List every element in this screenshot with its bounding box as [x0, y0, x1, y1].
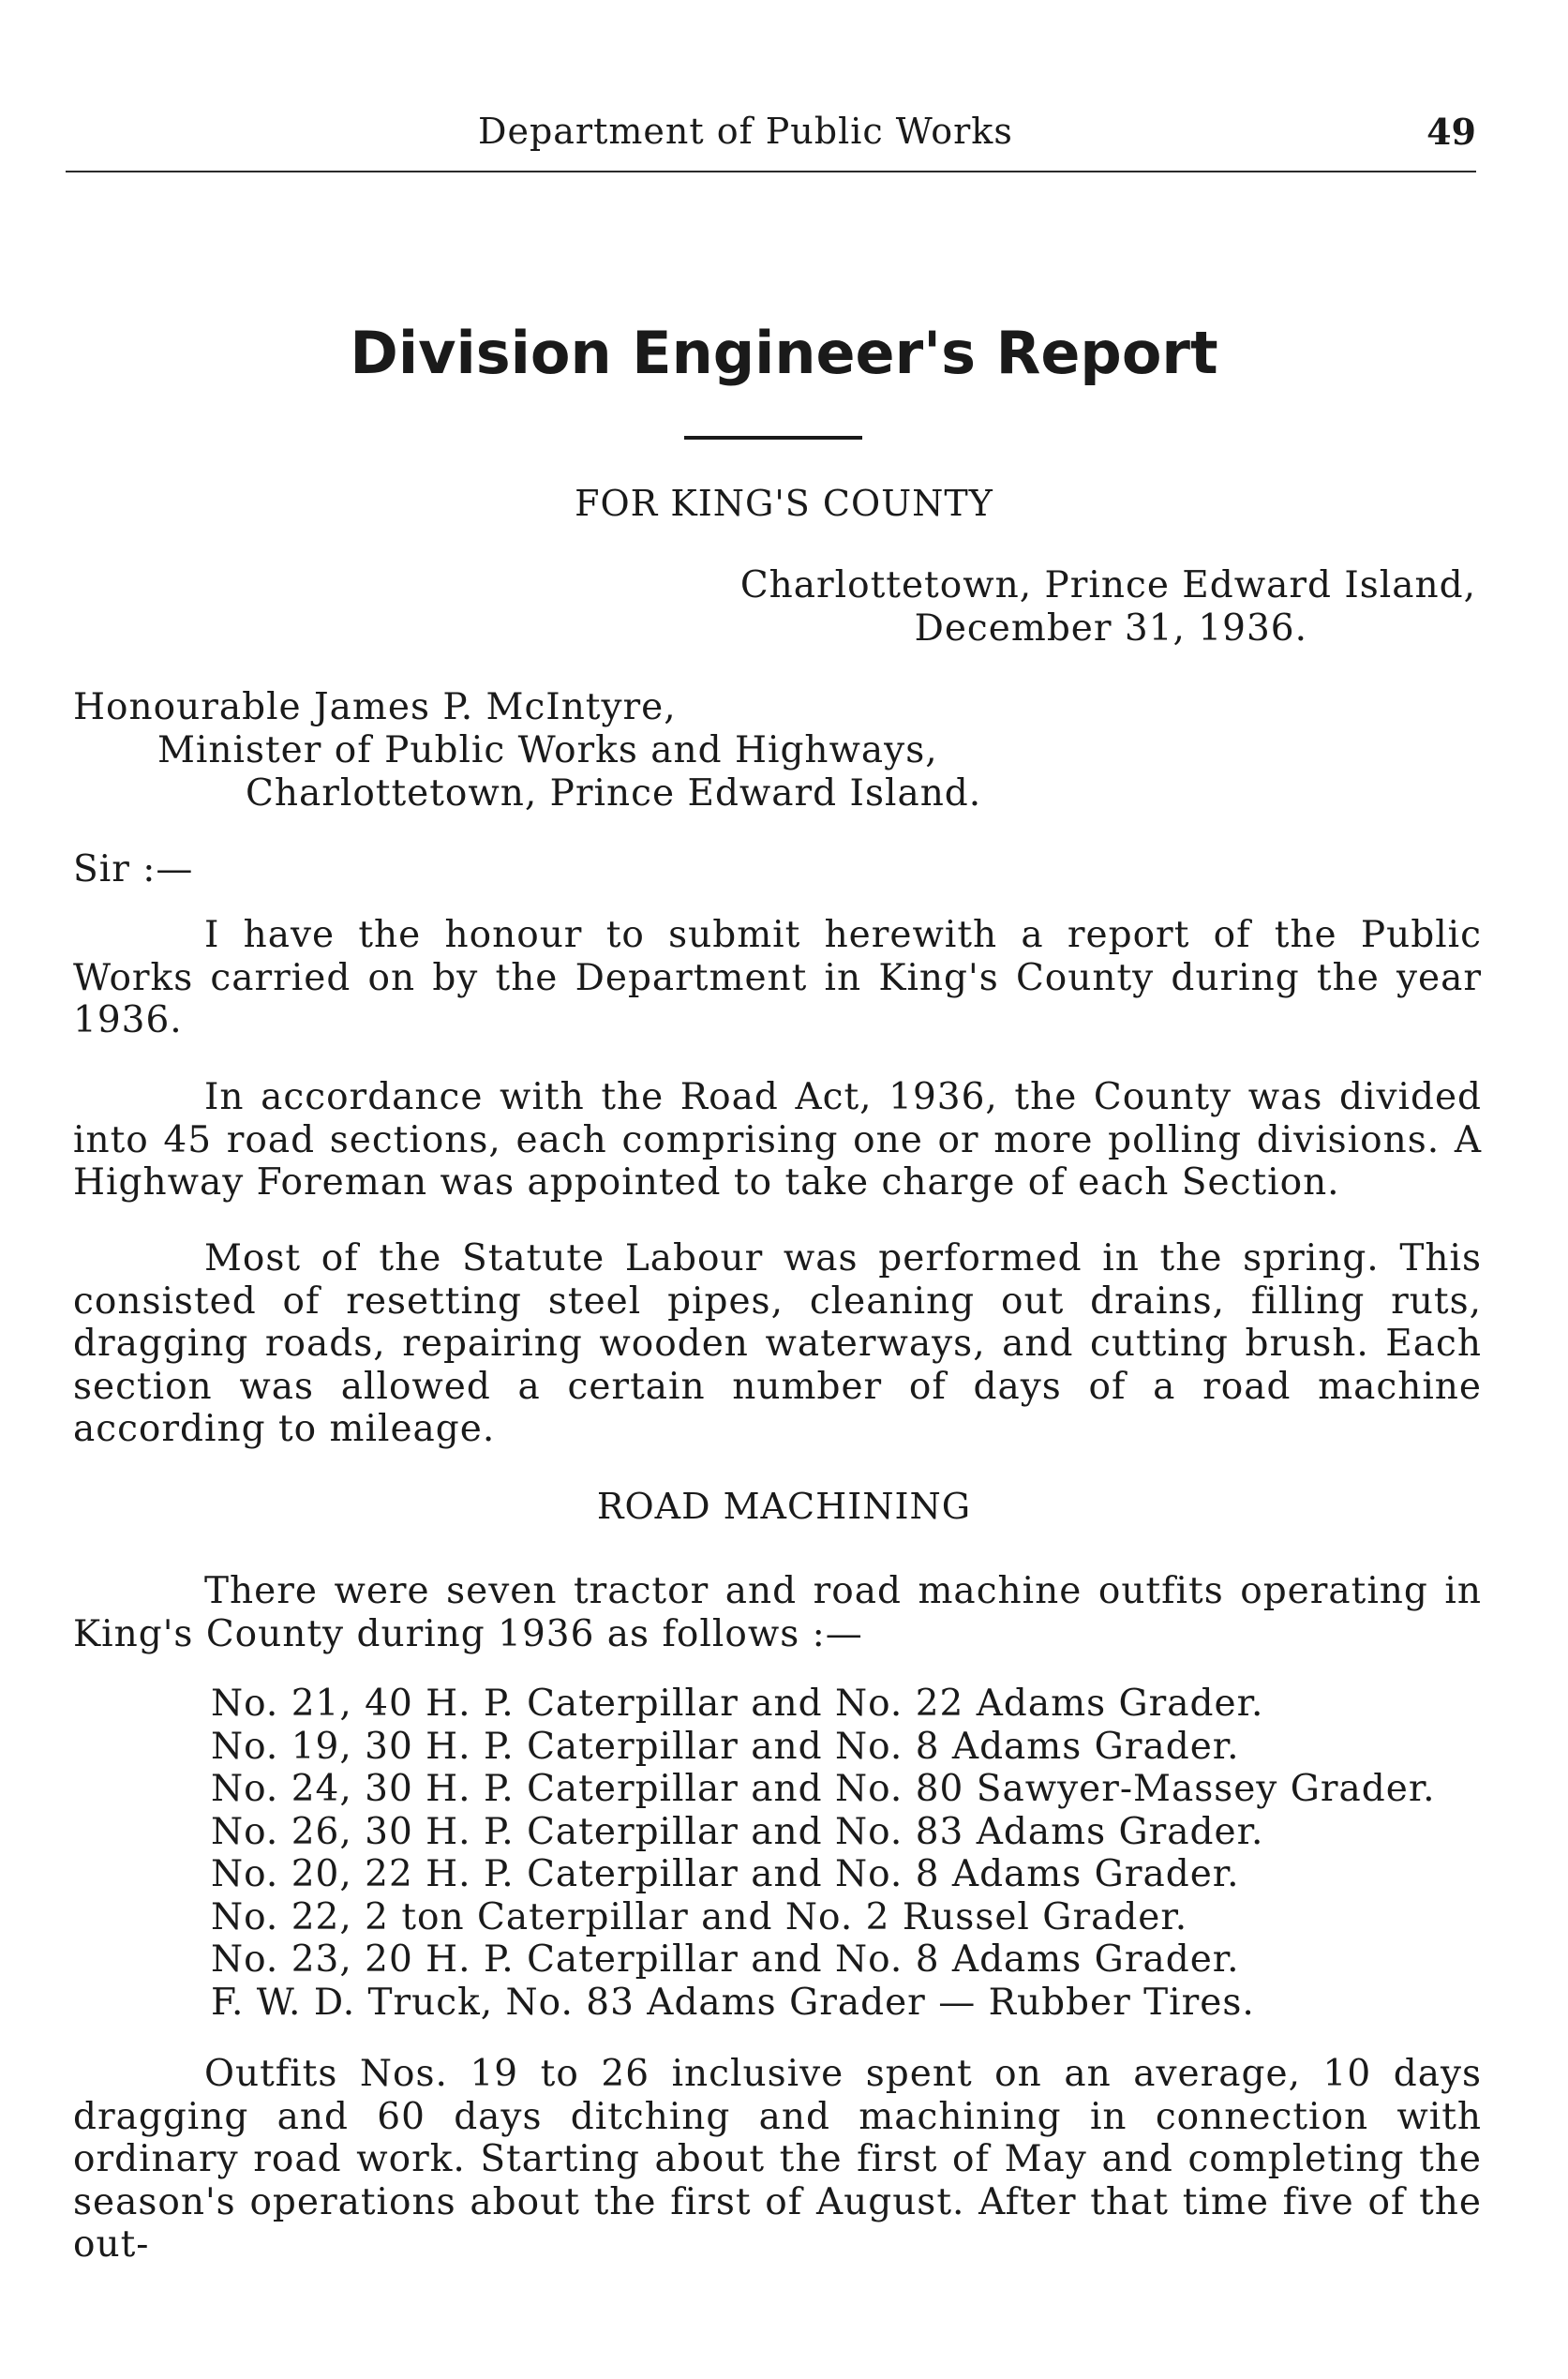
list-item: No. 22, 2 ton Caterpillar and No. 2 Russel Grader. — [211, 1895, 1188, 1938]
addressee-location: Charlottetown, Prince Edward Island. — [246, 772, 982, 815]
addressee-title: Minister of Public Works and Highways, — [157, 729, 938, 771]
list-item: No. 24, 30 H. P. Caterpillar and No. 80 Sawyer-Massey Grader. — [211, 1768, 1436, 1810]
list-item: No. 20, 22 H. P. Caterpillar and No. 8 Adams Grader. — [211, 1853, 1240, 1895]
paragraph-road-act: In accordance with the Road Act, 1936, the County was divided into 45 road sections, each comprising one or more polling divisions. A Highway Foreman was appointed to take charge of each Section. — [73, 1076, 1482, 1204]
equipment-list — [211, 1683, 1436, 2024]
list-item: No. 21, 40 H. P. Caterpillar and No. 22 Adams Grader. — [211, 1683, 1264, 1725]
paragraph-introduction: I have the honour to submit herewith a report of the Public Works carried on by the Department in King's County during the year 1936. — [73, 914, 1482, 1041]
list-item: No. 19, 30 H. P. Caterpillar and No. 8 Adams Grader. — [211, 1725, 1240, 1768]
page-number: 49 — [1426, 111, 1476, 153]
running-title: Department of Public Works — [478, 111, 1013, 152]
report-title: Division Engineer's Report — [350, 319, 1218, 387]
salutation: Sir :— — [73, 848, 194, 890]
list-item: No. 26, 30 H. P. Caterpillar and No. 83 Adams Grader. — [211, 1810, 1264, 1853]
header-rule — [66, 171, 1476, 172]
section-heading-road-machining: ROAD MACHINING — [596, 1486, 972, 1527]
dateline-date: December 31, 1936. — [914, 607, 1307, 650]
paragraph-outfits-summary: Outfits Nos. 19 to 26 inclusive spent on an average, 10 days dragging and 60 days ditching and machining in connection with ordinary road work. Starting about the first of May and completing the season's operations about the first of August. After that time five of the out- — [73, 2053, 1482, 2266]
paragraph-statute-labour: Most of the Statute Labour was performed in the spring. This consisted of resetting steel pipes, cleaning out drains, filling ruts, dragging roads, repairing wooden waterways, and cutting brush. Each section was allowed a certain number of days of a road machine according to mileage. — [73, 1237, 1482, 1450]
dateline-place: Charlottetown, Prince Edward Island, — [739, 564, 1476, 606]
paragraph-outfits-intro: There were seven tractor and road machine outfits operating in King's County during 1936 as follows :— — [73, 1570, 1482, 1655]
list-item: No. 23, 20 H. P. Caterpillar and No. 8 Adams Grader. — [211, 1938, 1240, 1981]
report-subtitle: FOR KING'S COUNTY — [575, 483, 993, 524]
addressee-name: Honourable James P. McIntyre, — [73, 686, 677, 728]
list-item: F. W. D. Truck, No. 83 Adams Grader — Rubber Tires. — [211, 1981, 1255, 2024]
running-header — [66, 111, 1476, 167]
title-rule — [684, 436, 862, 440]
